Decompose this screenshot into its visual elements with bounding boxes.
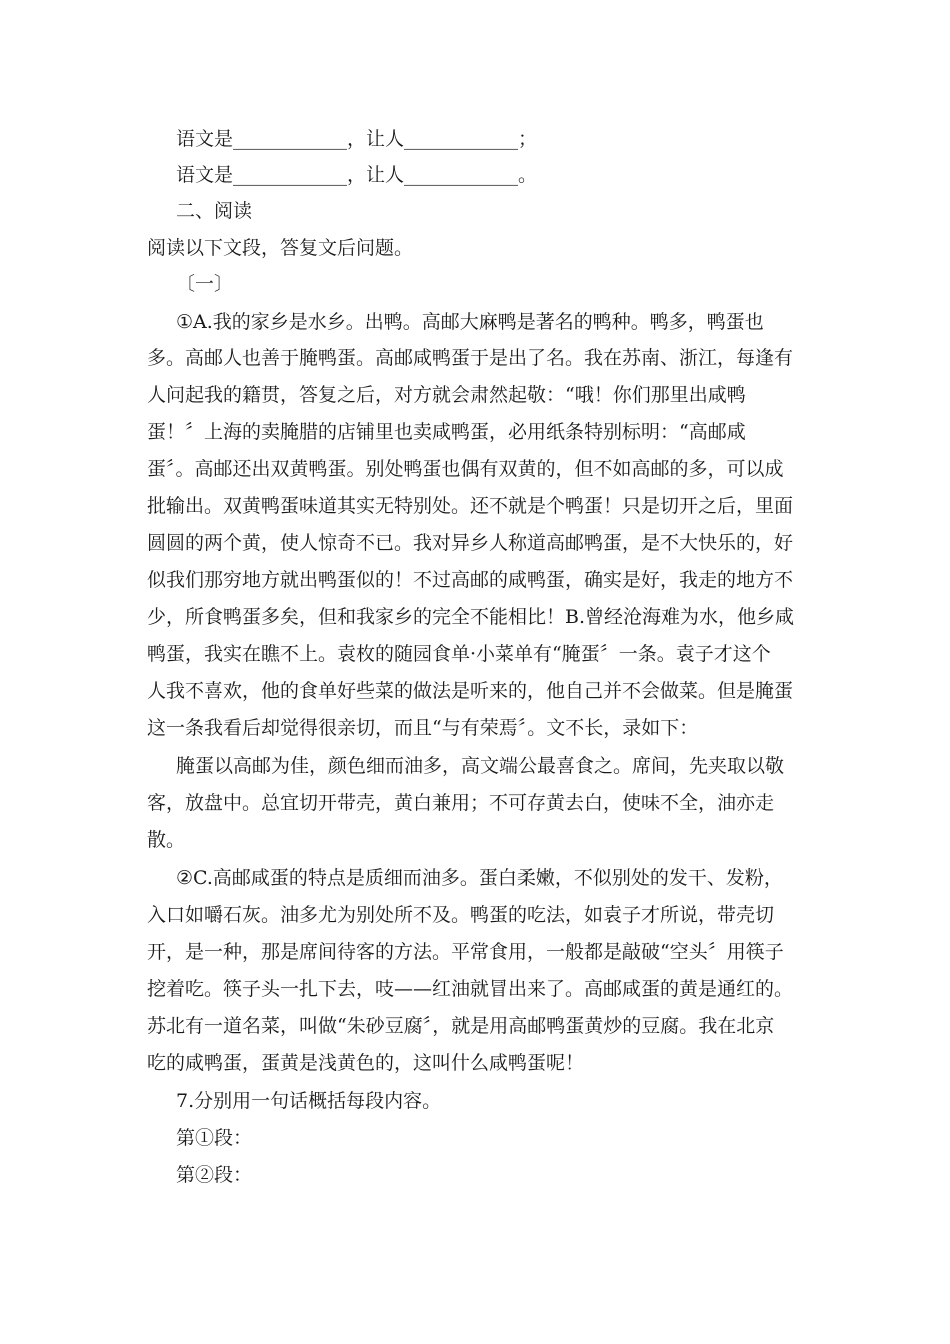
paragraph-1-line: ①A.我的家乡是水乡。出鸭。高邮大麻鸭是著名的鸭种。鸭多，鸭蛋也 [176, 311, 764, 333]
paragraph-2-line: 苏北有一道名菜，叫做“朱砂豆腐〞，就是用高邮鸭蛋黄炒的豆腐。我在北京 [147, 1015, 775, 1037]
paragraph-2-line: 挖着吃。筷子头一扎下去，吱——红油就冒出来了。高邮咸蛋的黄是通红的。 [147, 978, 794, 1000]
paragraph-1-line: 鸭蛋，我实在瞧不上。袁枚的随园食单·小菜单有“腌蛋〞一条。袁子才这个 [147, 643, 771, 665]
quote-line: 客，放盘中。总宜切开带壳，黄白兼用；不可存黄去白，使味不全，油亦走 [147, 792, 775, 814]
question-7: 7.分别用一句话概括每段内容。 [176, 1090, 442, 1112]
paragraph-2-line: 开，是一种，那是席间待客的方法。平常食用，一般都是敲破“空头〞用筷子 [147, 941, 784, 963]
paragraph-1-line: 这一条我看后却觉得很亲切，而且“与有荣焉〞。文不长，录如下： [147, 717, 699, 739]
paragraph-1-line: 批输出。双黄鸭蛋味道其实无特别处。还不就是个鸭蛋！只是切开之后，里面 [147, 495, 794, 517]
paragraph-1-line: 人问起我的籍贯，答复之后，对方就会肃然起敬：“哦！你们那里出咸鸭 [147, 384, 746, 406]
paragraph-1-line: 蛋！〞上海的卖腌腊的店铺里也卖咸鸭蛋，必用纸条特别标明：“高邮咸 [147, 421, 746, 443]
paragraph-1-line: 少，所食鸭蛋多矣，但和我家乡的完全不能相比！B.曾经沧海难为水，他乡咸 [147, 606, 795, 628]
fill-blank-line-1: 语文是____________，让人____________； [176, 128, 538, 150]
paragraph-1-line: 人我不喜欢，他的食单好些菜的做法是听来的，他自己并不会做菜。但是腌蛋 [147, 680, 794, 702]
paragraph-1-line: 蛋〞。高邮还出双黄鸭蛋。别处鸭蛋也偶有双黄的，但不如高邮的多，可以成 [147, 458, 784, 480]
paragraph-2-line: ②C.高邮咸蛋的特点是质细而油多。蛋白柔嫩，不似别处的发干、发粉， [176, 867, 783, 889]
paragraph-1-line: 圆圆的两个黄，使人惊奇不已。我对异乡人称道高邮鸭蛋，是不大快乐的，好 [147, 532, 794, 554]
quote-line: 腌蛋以高邮为佳，颜色细而油多，高文端公最喜食之。席间，先夹取以敬 [176, 755, 785, 777]
paragraph-2-line: 入口如嚼石灰。油多尤为别处所不及。鸭蛋的吃法，如袁子才所说，带壳切 [147, 904, 775, 926]
answer-para-2-label: 第②段： [176, 1164, 253, 1186]
paragraph-2-line: 吃的咸鸭蛋，蛋黄是浅黄色的，这叫什么咸鸭蛋呢！ [147, 1052, 585, 1074]
passage-label: 〔一〕 [176, 273, 234, 295]
paragraph-1-line: 似我们那穷地方就出鸭蛋似的！不过高邮的咸鸭蛋，确实是好，我走的地方不 [147, 569, 794, 591]
answer-para-1-label: 第①段： [176, 1127, 253, 1149]
paragraph-1-line: 多。高邮人也善于腌鸭蛋。高邮咸鸭蛋于是出了名。我在苏南、浙江，每逢有 [147, 347, 794, 369]
reading-instruction: 阅读以下文段，答复文后问题。 [147, 237, 414, 259]
section-heading: 二、阅读 [176, 200, 253, 222]
fill-blank-line-2: 语文是____________，让人____________。 [176, 164, 538, 186]
quote-line: 散。 [147, 829, 186, 851]
